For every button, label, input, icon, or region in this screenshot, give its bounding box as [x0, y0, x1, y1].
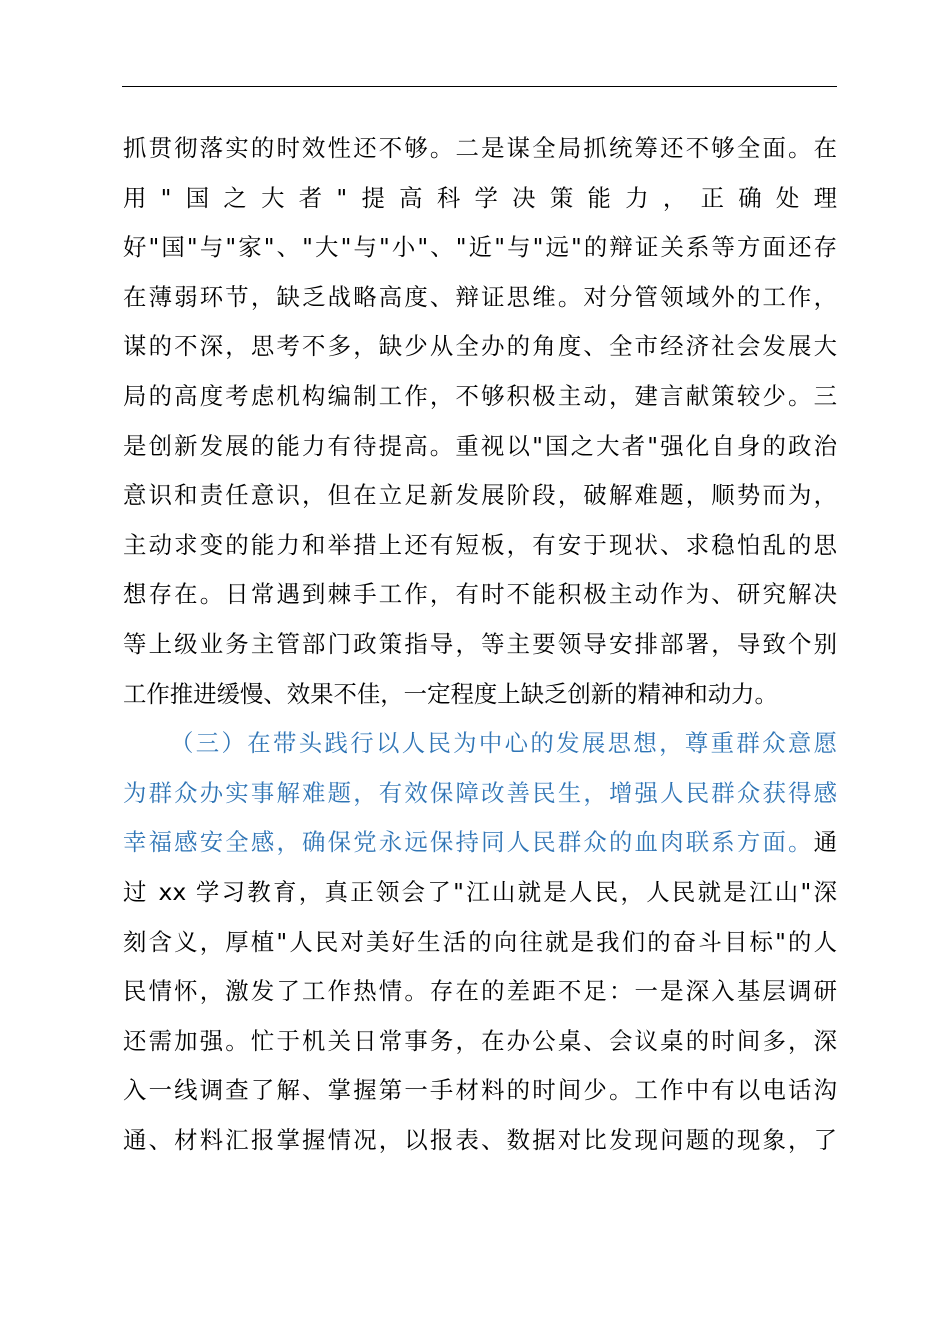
text-fragment: 通 — [813, 828, 837, 857]
text-line: 民情怀，激发了工作热情。存在的差距不足：一是深入基层调研 — [123, 977, 837, 1006]
text-line: 用"国之大者"提高科学决策能力，正确处理 — [123, 183, 837, 212]
text-line: 好"国"与"家"、"大"与"小"、"近"与"远"的辩证关系等方面还存 — [123, 233, 837, 262]
text-line: 等上级业务主管部门政策指导，等主要领导安排部署，导致个别 — [123, 629, 837, 658]
text-line: 入一线调查了解、掌握第一手材料的时间少。工作中有以电话沟 — [123, 1076, 837, 1105]
section-heading-line: 幸福感安全感，确保党永远保持同人民群众的血肉联系方面。 — [123, 828, 814, 857]
paragraph-2 — [123, 719, 837, 1165]
text-line — [123, 818, 837, 868]
text-line: 是创新发展的能力有待提高。重视以"国之大者"强化自身的政治 — [123, 431, 837, 460]
text-line: 工作推进缓慢、效果不佳，一定程度上缺乏创新的精神和动力。 — [123, 679, 778, 708]
text-line: 主动求变的能力和举措上还有短板，有安于现状、求稳怕乱的思 — [123, 530, 837, 559]
text-line: 在薄弱环节，缺乏战略高度、辩证思维。对分管领域外的工作， — [123, 282, 837, 311]
section-heading-line: 为群众办实事解难题，有效保障改善民生，增强人民群众获得感 — [123, 778, 837, 807]
text-line: 抓贯彻落实的时效性还不够。二是谋全局抓统筹还不够全面。在 — [123, 134, 837, 162]
text-line: 还需加强。忙于机关日常事务，在办公桌、会议桌的时间多，深 — [123, 1026, 837, 1055]
text-line: 意识和责任意识，但在立足新发展阶段，破解难题，顺势而为， — [123, 481, 837, 510]
document-body — [123, 124, 837, 1165]
text-line: 通、材料汇报掌握情况，以报表、数据对比发现问题的现象，了 — [123, 1125, 837, 1154]
paragraph-1 — [123, 124, 837, 719]
text-line: 谋的不深，思考不多，缺少从全办的角度、全市经济社会发展大 — [123, 332, 837, 361]
section-heading-line: （三）在带头践行以人民为中心的发展思想，尊重群众意愿 — [170, 729, 837, 758]
text-line: 局的高度考虑机构编制工作，不够积极主动，建言献策较少。三 — [123, 381, 837, 410]
header-rule — [122, 86, 837, 87]
text-line: 想存在。日常遇到棘手工作，有时不能积极主动作为、研究解决 — [123, 580, 837, 609]
text-line: 过 xx 学习教育，真正领会了"江山就是人民，人民就是江山"深 — [123, 877, 837, 906]
text-line: 刻含义，厚植"人民对美好生活的向往就是我们的奋斗目标"的人 — [123, 927, 837, 956]
